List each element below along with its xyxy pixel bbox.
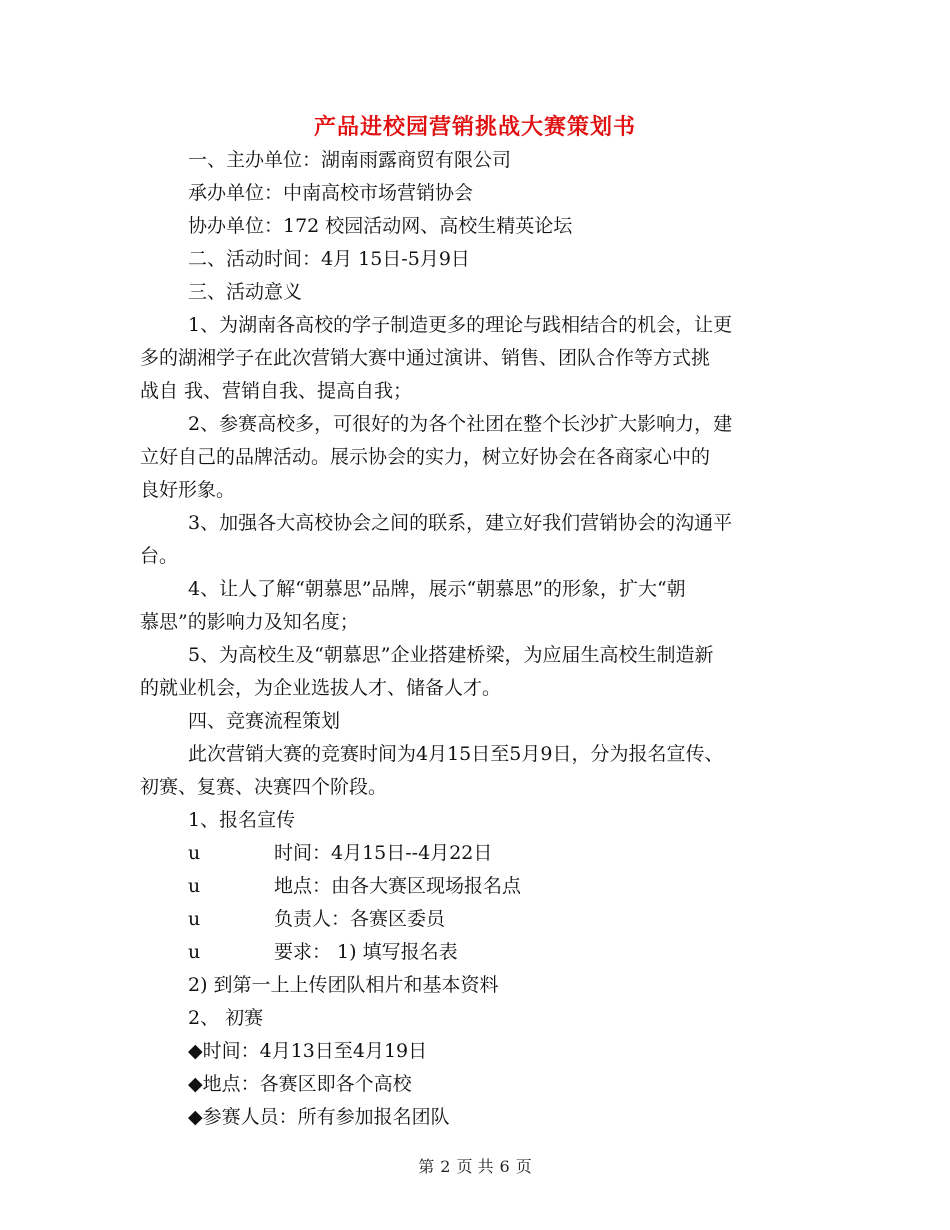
bullet-text: 时间：4月15日--4月22日 xyxy=(274,842,493,864)
bullet-text: 地点：由各大赛区现场报名点 xyxy=(274,875,522,897)
body-line: 2、 初赛 xyxy=(188,1007,264,1029)
body-line: 承办单位：中南高校市场营销协会 xyxy=(188,182,474,204)
body-line: 协办单位：172 校园活动网、高校生精英论坛 xyxy=(188,215,573,237)
bullet-marker: u xyxy=(188,842,201,864)
bullet-text: 负责人：各赛区委员 xyxy=(274,908,446,930)
body-line: 1、报名宣传 xyxy=(188,809,296,831)
body-line: 2) 到第一上上传团队相片和基本资料 xyxy=(188,974,499,996)
page-footer xyxy=(0,1154,950,1177)
body-line: 三、活动意义 xyxy=(188,281,303,303)
body-line: ◆地点：各赛区即各个高校 xyxy=(188,1073,412,1095)
body-line: 慕思”的影响力及知名度； xyxy=(140,611,359,633)
bullet-item xyxy=(188,906,445,932)
bullet-marker: u xyxy=(188,908,201,930)
body-line: 多的湖湘学子在此次营销大赛中通过演讲、销售、团队合作等方式挑 xyxy=(140,347,711,369)
body-line: 立好自己的品牌活动。展示协会的实力，树立好协会在各商家心中的 xyxy=(140,446,711,468)
bullet-item xyxy=(188,873,521,899)
bullet-text: 要求： 1) 填写报名表 xyxy=(274,941,458,963)
footer-total-pages: 6 xyxy=(499,1157,510,1176)
body-line: 4、让人了解“朝慕思”品牌，展示“朝慕思”的形象，扩大“朝 xyxy=(188,578,686,600)
body-line: 一、主办单位：湖南雨露商贸有限公司 xyxy=(188,149,512,171)
footer-prefix: 第 xyxy=(418,1157,435,1176)
bullet-item xyxy=(188,840,492,866)
body-line: 台。 xyxy=(140,545,179,567)
document-title: 产品进校园营销挑战大赛策划书 xyxy=(313,114,636,140)
body-line: 四、竞赛流程策划 xyxy=(188,710,341,732)
body-line: 的就业机会，为企业选拔人才、储备人才。 xyxy=(140,677,502,699)
body-line: ◆参赛人员：所有参加报名团队 xyxy=(188,1106,450,1128)
footer-page-number: 2 xyxy=(440,1157,451,1176)
footer-suffix: 页 xyxy=(515,1157,532,1176)
body-line: 3、加强各大高校协会之间的联系，建立好我们营销协会的沟通平 xyxy=(188,512,733,534)
body-line: 此次营销大赛的竞赛时间为4月15日至5月9日，分为报名宣传、 xyxy=(188,743,724,765)
bullet-marker: u xyxy=(188,875,201,897)
bullet-item xyxy=(188,939,458,965)
body-line: ◆时间：4月13日至4月19日 xyxy=(188,1040,428,1062)
body-line: 战自 我、营销自我、提高自我； xyxy=(140,380,413,402)
body-line: 二、活动时间：4月 15日-5月9日 xyxy=(188,248,470,270)
body-line: 初赛、复赛、决赛四个阶段。 xyxy=(140,776,388,798)
body-line: 1、为湖南各高校的学子制造更多的理论与践相结合的机会，让更 xyxy=(188,314,733,336)
body-line: 2、参赛高校多，可很好的为各个社团在整个长沙扩大影响力，建 xyxy=(188,413,733,435)
body-line: 5、为高校生及“朝慕思”企业搭建桥梁，为应届生高校生制造新 xyxy=(188,644,714,666)
bullet-marker: u xyxy=(188,941,201,963)
footer-mid: 页 共 xyxy=(456,1157,494,1176)
body-line: 良好形象。 xyxy=(140,479,236,501)
